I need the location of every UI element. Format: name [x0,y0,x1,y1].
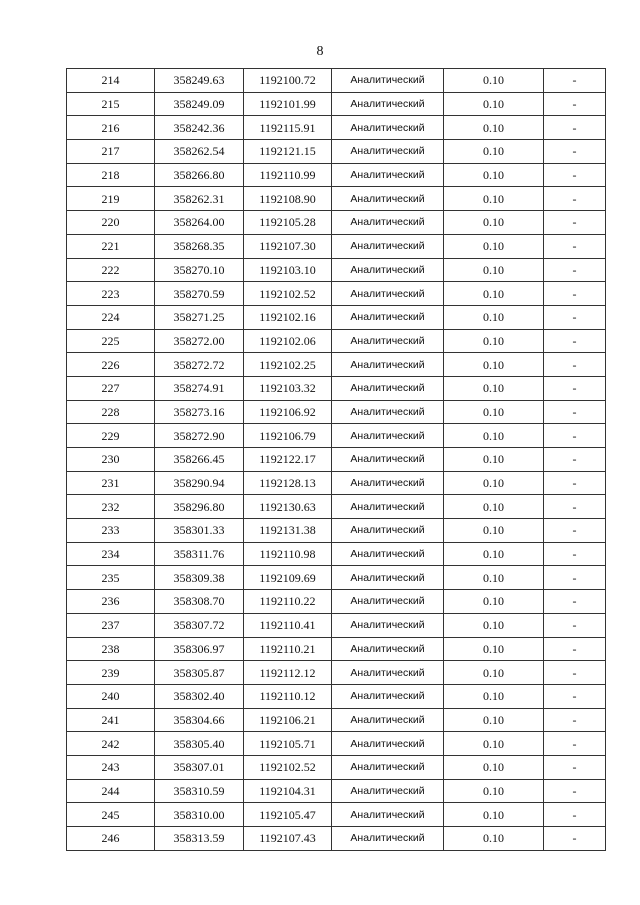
y-coordinate-cell: 1192110.12 [244,684,332,708]
x-coordinate-cell: 358296.80 [155,495,244,519]
accuracy-cell: 0.10 [444,116,544,140]
point-number-cell: 217 [67,140,155,164]
method-cell: Аналитический [332,495,444,519]
y-coordinate-cell: 1192102.25 [244,353,332,377]
table-row [67,661,606,685]
note-cell: - [544,803,606,827]
point-number-cell: 244 [67,779,155,803]
point-number-cell: 241 [67,708,155,732]
point-number-cell: 216 [67,116,155,140]
method-cell: Аналитический [332,305,444,329]
x-coordinate-cell: 358264.00 [155,211,244,235]
accuracy-cell: 0.10 [444,376,544,400]
note-cell: - [544,69,606,93]
point-number-cell: 228 [67,400,155,424]
point-number-cell: 215 [67,92,155,116]
note-cell: - [544,566,606,590]
table-row [67,92,606,116]
table-body [67,69,606,851]
method-cell: Аналитический [332,755,444,779]
note-cell: - [544,708,606,732]
method-cell: Аналитический [332,353,444,377]
x-coordinate-cell: 358307.01 [155,755,244,779]
method-cell: Аналитический [332,329,444,353]
y-coordinate-cell: 1192106.79 [244,424,332,448]
point-number-cell: 245 [67,803,155,827]
point-number-cell: 243 [67,755,155,779]
accuracy-cell: 0.10 [444,305,544,329]
accuracy-cell: 0.10 [444,542,544,566]
x-coordinate-cell: 358273.16 [155,400,244,424]
table-row [67,187,606,211]
x-coordinate-cell: 358272.90 [155,424,244,448]
x-coordinate-cell: 358262.54 [155,140,244,164]
accuracy-cell: 0.10 [444,590,544,614]
point-number-cell: 239 [67,661,155,685]
note-cell: - [544,519,606,543]
table-row [67,684,606,708]
x-coordinate-cell: 358268.35 [155,234,244,258]
table-row [67,424,606,448]
accuracy-cell: 0.10 [444,163,544,187]
y-coordinate-cell: 1192105.47 [244,803,332,827]
point-number-cell: 235 [67,566,155,590]
x-coordinate-cell: 358307.72 [155,613,244,637]
accuracy-cell: 0.10 [444,92,544,116]
y-coordinate-cell: 1192110.21 [244,637,332,661]
method-cell: Аналитический [332,92,444,116]
y-coordinate-cell: 1192110.99 [244,163,332,187]
table-row [67,732,606,756]
y-coordinate-cell: 1192122.17 [244,448,332,472]
y-coordinate-cell: 1192131.38 [244,519,332,543]
method-cell: Аналитический [332,471,444,495]
x-coordinate-cell: 358272.72 [155,353,244,377]
table-row [67,471,606,495]
y-coordinate-cell: 1192110.22 [244,590,332,614]
y-coordinate-cell: 1192130.63 [244,495,332,519]
note-cell: - [544,732,606,756]
note-cell: - [544,827,606,851]
x-coordinate-cell: 358274.91 [155,376,244,400]
accuracy-cell: 0.10 [444,779,544,803]
method-cell: Аналитический [332,684,444,708]
point-number-cell: 233 [67,519,155,543]
note-cell: - [544,163,606,187]
point-number-cell: 218 [67,163,155,187]
accuracy-cell: 0.10 [444,258,544,282]
point-number-cell: 225 [67,329,155,353]
method-cell: Аналитический [332,163,444,187]
note-cell: - [544,637,606,661]
x-coordinate-cell: 358266.45 [155,448,244,472]
method-cell: Аналитический [332,542,444,566]
method-cell: Аналитический [332,282,444,306]
point-number-cell: 246 [67,827,155,851]
point-number-cell: 221 [67,234,155,258]
point-number-cell: 232 [67,495,155,519]
accuracy-cell: 0.10 [444,732,544,756]
x-coordinate-cell: 358308.70 [155,590,244,614]
x-coordinate-cell: 358301.33 [155,519,244,543]
y-coordinate-cell: 1192110.98 [244,542,332,566]
point-number-cell: 231 [67,471,155,495]
method-cell: Аналитический [332,211,444,235]
accuracy-cell: 0.10 [444,69,544,93]
y-coordinate-cell: 1192100.72 [244,69,332,93]
method-cell: Аналитический [332,424,444,448]
x-coordinate-cell: 358249.09 [155,92,244,116]
table-row [67,376,606,400]
note-cell: - [544,92,606,116]
note-cell: - [544,779,606,803]
table-row [67,613,606,637]
note-cell: - [544,305,606,329]
point-number-cell: 229 [67,424,155,448]
method-cell: Аналитический [332,69,444,93]
x-coordinate-cell: 358290.94 [155,471,244,495]
method-cell: Аналитический [332,448,444,472]
y-coordinate-cell: 1192110.41 [244,613,332,637]
accuracy-cell: 0.10 [444,424,544,448]
accuracy-cell: 0.10 [444,755,544,779]
method-cell: Аналитический [332,708,444,732]
accuracy-cell: 0.10 [444,211,544,235]
point-number-cell: 220 [67,211,155,235]
y-coordinate-cell: 1192109.69 [244,566,332,590]
note-cell: - [544,471,606,495]
note-cell: - [544,234,606,258]
accuracy-cell: 0.10 [444,827,544,851]
note-cell: - [544,116,606,140]
accuracy-cell: 0.10 [444,234,544,258]
y-coordinate-cell: 1192105.28 [244,211,332,235]
accuracy-cell: 0.10 [444,661,544,685]
method-cell: Аналитический [332,258,444,282]
x-coordinate-cell: 358311.76 [155,542,244,566]
note-cell: - [544,353,606,377]
accuracy-cell: 0.10 [444,187,544,211]
point-number-cell: 234 [67,542,155,566]
note-cell: - [544,424,606,448]
x-coordinate-cell: 358310.00 [155,803,244,827]
y-coordinate-cell: 1192106.92 [244,400,332,424]
x-coordinate-cell: 358310.59 [155,779,244,803]
y-coordinate-cell: 1192108.90 [244,187,332,211]
note-cell: - [544,661,606,685]
y-coordinate-cell: 1192102.52 [244,282,332,306]
table-row [67,305,606,329]
table-row [67,495,606,519]
table-row [67,211,606,235]
x-coordinate-cell: 358272.00 [155,329,244,353]
note-cell: - [544,376,606,400]
y-coordinate-cell: 1192112.12 [244,661,332,685]
y-coordinate-cell: 1192128.13 [244,471,332,495]
table-row [67,140,606,164]
note-cell: - [544,329,606,353]
note-cell: - [544,211,606,235]
table-row [67,803,606,827]
method-cell: Аналитический [332,803,444,827]
note-cell: - [544,400,606,424]
note-cell: - [544,140,606,164]
point-number-cell: 237 [67,613,155,637]
accuracy-cell: 0.10 [444,400,544,424]
accuracy-cell: 0.10 [444,803,544,827]
point-number-cell: 230 [67,448,155,472]
method-cell: Аналитический [332,732,444,756]
accuracy-cell: 0.10 [444,495,544,519]
table-row [67,637,606,661]
point-number-cell: 226 [67,353,155,377]
point-number-cell: 224 [67,305,155,329]
note-cell: - [544,282,606,306]
accuracy-cell: 0.10 [444,448,544,472]
y-coordinate-cell: 1192102.52 [244,755,332,779]
accuracy-cell: 0.10 [444,282,544,306]
y-coordinate-cell: 1192103.10 [244,258,332,282]
x-coordinate-cell: 358266.80 [155,163,244,187]
method-cell: Аналитический [332,187,444,211]
x-coordinate-cell: 358242.36 [155,116,244,140]
y-coordinate-cell: 1192105.71 [244,732,332,756]
table-row [67,779,606,803]
y-coordinate-cell: 1192102.16 [244,305,332,329]
y-coordinate-cell: 1192101.99 [244,92,332,116]
table-row [67,708,606,732]
y-coordinate-cell: 1192107.43 [244,827,332,851]
note-cell: - [544,755,606,779]
y-coordinate-cell: 1192103.32 [244,376,332,400]
table-row [67,827,606,851]
method-cell: Аналитический [332,779,444,803]
method-cell: Аналитический [332,234,444,258]
note-cell: - [544,684,606,708]
x-coordinate-cell: 358309.38 [155,566,244,590]
point-number-cell: 242 [67,732,155,756]
x-coordinate-cell: 358305.87 [155,661,244,685]
point-number-cell: 240 [67,684,155,708]
accuracy-cell: 0.10 [444,684,544,708]
table-row [67,519,606,543]
accuracy-cell: 0.10 [444,566,544,590]
method-cell: Аналитический [332,566,444,590]
note-cell: - [544,613,606,637]
table-row [67,566,606,590]
x-coordinate-cell: 358304.66 [155,708,244,732]
point-number-cell: 238 [67,637,155,661]
note-cell: - [544,448,606,472]
table-row [67,234,606,258]
accuracy-cell: 0.10 [444,519,544,543]
accuracy-cell: 0.10 [444,471,544,495]
x-coordinate-cell: 358270.59 [155,282,244,306]
method-cell: Аналитический [332,519,444,543]
coordinates-table-container [66,68,606,851]
y-coordinate-cell: 1192115.91 [244,116,332,140]
x-coordinate-cell: 358270.10 [155,258,244,282]
x-coordinate-cell: 358306.97 [155,637,244,661]
method-cell: Аналитический [332,827,444,851]
table-row [67,329,606,353]
table-row [67,755,606,779]
accuracy-cell: 0.10 [444,140,544,164]
table-row [67,163,606,187]
y-coordinate-cell: 1192102.06 [244,329,332,353]
x-coordinate-cell: 358271.25 [155,305,244,329]
method-cell: Аналитический [332,140,444,164]
note-cell: - [544,495,606,519]
note-cell: - [544,187,606,211]
table-row [67,353,606,377]
note-cell: - [544,542,606,566]
note-cell: - [544,590,606,614]
accuracy-cell: 0.10 [444,613,544,637]
point-number-cell: 222 [67,258,155,282]
method-cell: Аналитический [332,400,444,424]
y-coordinate-cell: 1192106.21 [244,708,332,732]
table-row [67,282,606,306]
method-cell: Аналитический [332,590,444,614]
x-coordinate-cell: 358313.59 [155,827,244,851]
method-cell: Аналитический [332,637,444,661]
coordinates-table [66,68,606,851]
method-cell: Аналитический [332,376,444,400]
table-row [67,116,606,140]
method-cell: Аналитический [332,116,444,140]
point-number-cell: 214 [67,69,155,93]
x-coordinate-cell: 358305.40 [155,732,244,756]
table-row [67,542,606,566]
point-number-cell: 223 [67,282,155,306]
x-coordinate-cell: 358262.31 [155,187,244,211]
y-coordinate-cell: 1192107.30 [244,234,332,258]
method-cell: Аналитический [332,661,444,685]
table-row [67,448,606,472]
point-number-cell: 219 [67,187,155,211]
accuracy-cell: 0.10 [444,353,544,377]
page-number: 8 [316,44,324,59]
y-coordinate-cell: 1192121.15 [244,140,332,164]
x-coordinate-cell: 358249.63 [155,69,244,93]
x-coordinate-cell: 358302.40 [155,684,244,708]
accuracy-cell: 0.10 [444,708,544,732]
point-number-cell: 227 [67,376,155,400]
method-cell: Аналитический [332,613,444,637]
note-cell: - [544,258,606,282]
accuracy-cell: 0.10 [444,329,544,353]
table-row [67,400,606,424]
point-number-cell: 236 [67,590,155,614]
accuracy-cell: 0.10 [444,637,544,661]
table-row [67,590,606,614]
table-row [67,258,606,282]
table-row [67,69,606,93]
y-coordinate-cell: 1192104.31 [244,779,332,803]
